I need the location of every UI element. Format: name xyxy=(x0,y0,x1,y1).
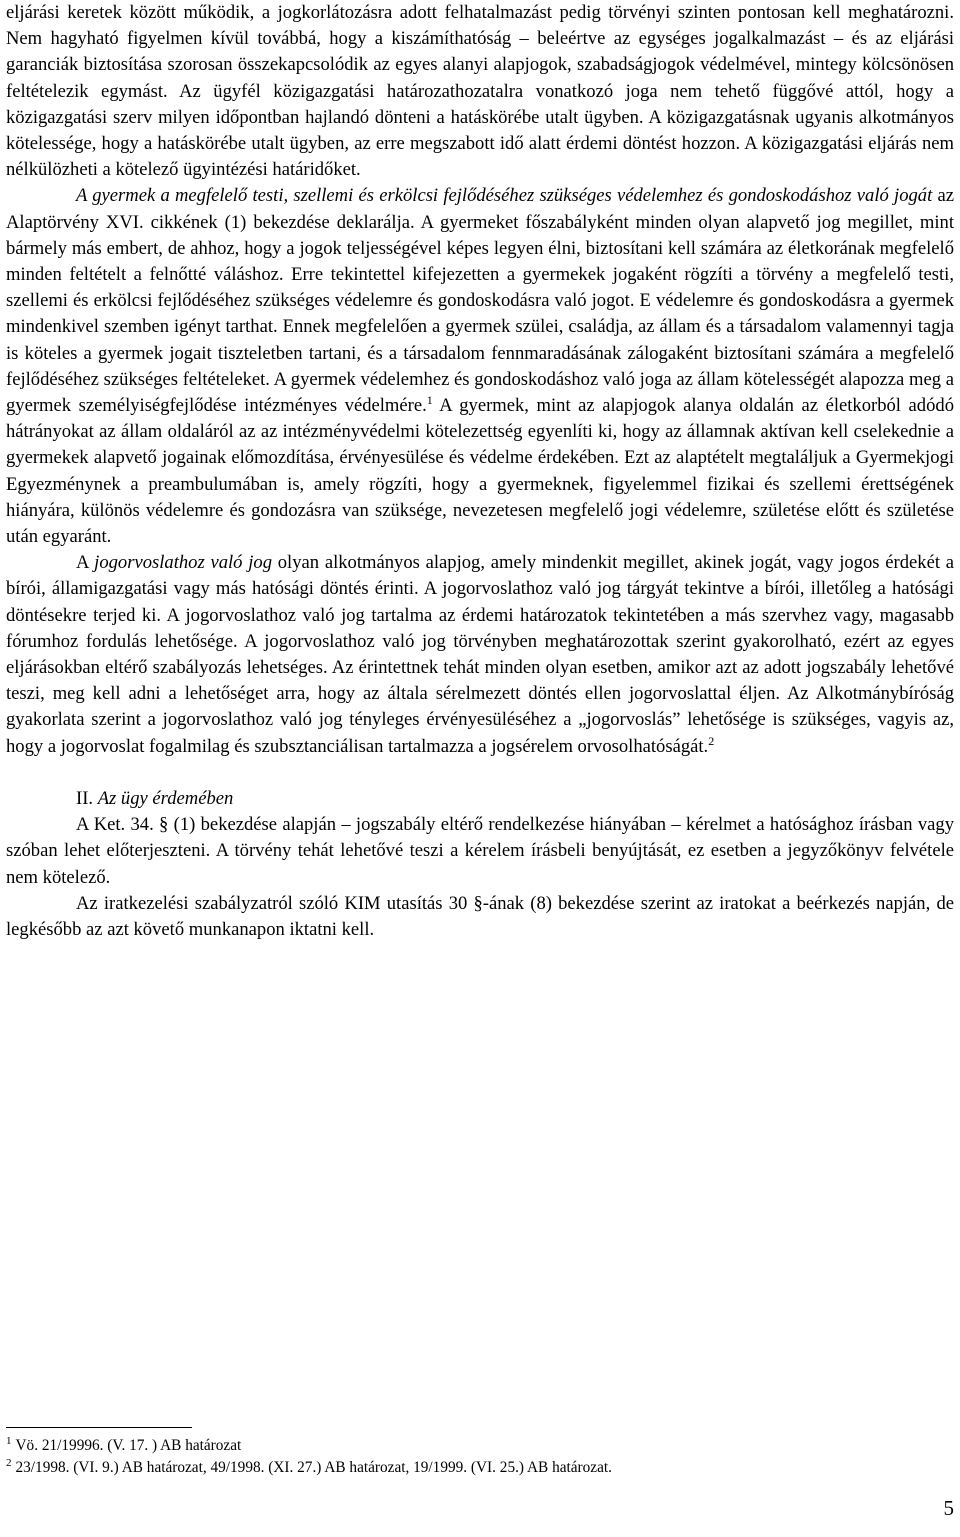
section-heading xyxy=(6,786,954,812)
paragraph-kim xyxy=(6,891,954,943)
section-title: Az ügy érdemében xyxy=(97,787,234,809)
footnote-reference: 2 xyxy=(708,733,715,748)
paragraph-text: olyan alkotmányos alapjog, amely mindenkit megillet, akinek jogát, vagy jogos érdekét a bírói, államigazgatási vagy más hatósági döntés érinti. A jogorvoslathoz való jog tárgyát tekintve a bírói, illetőleg a hatósági döntésekre terjed ki. A jogorvoslathoz való jog tartalma az érdemi határozatok tekintetében a más szervhez vagy, magasabb fórumhoz fordulás lehetősége. A jogorvoslathoz való jog törvényben meghatározottak szerint gyakorolható, ezért az egyes eljárásokban eltérő szabályozás lehetséges. Az érintettnek tehát minden olyan esetben, amikor azt az adott jogszabály lehetővé teszi, meg kell adni a lehetőséget arra, hogy az általa sérelmezett döntés ellen jogorvoslattal éljen. Az Alkotmánybíróság gyakorlata szerint a jogorvoslathoz való jog tényleges érvényesüléséhez a „jogorvoslás” lehetősége is szükséges, vagyis az, hogy a jogorvoslat fogalmilag és szubsztanciálisan tartalmazza a jogsérelem orvosolhatóságát. xyxy=(6,552,954,757)
page-number: 5 xyxy=(943,1496,954,1520)
footnote-number: 1 xyxy=(6,1434,12,1447)
document-body xyxy=(6,0,954,943)
paragraph-text: eljárási keretek között működik, a jogkorlátozásra adott felhatalmazást pedig törvényi szinten pontosan kell meghatározni. Nem hagyható figyelmen kívül továbbá, hogy a kiszámíthatóság – beleértve az egységes jogalkalmazást – és az eljárási garanciák biztosítása szorosan összekapcsolódik az egyes alanyi alapjogok, szabadságjogok védelmével, mintegy kölcsönösen feltételezik egymást. Az ügyfél közigazgatási határozathozatalra vonatkozó joga nem tehető függővé attól, hogy a közigazgatási szerv milyen időpontban hajlandó dönteni a hatáskörébe utalt ügyben. A közigazgatásnak ugyanis alkotmányos kötelessége, hogy a hatáskörébe utalt ügyben, az erre megszabott idő alatt érdemi döntést hozzon. A közigazgatási eljárás nem nélkülözheti a kötelező ügyintézési határidőket. xyxy=(6,2,954,181)
paragraph-child-rights xyxy=(6,183,954,550)
emphasis-text: A gyermek a megfelelő testi, szellemi és erkölcsi fejlődéséhez szükséges védelemhez és gondoskodáshoz való jogát xyxy=(76,185,933,207)
paragraph-text: az Alaptörvény XVI. cikkének (1) bekezdése deklarálja. A gyermeket főszabályként minden olyan alapvető jog megillet, mint bármely más embert, de ahhoz, hogy a jogok teljességével képes legyen élni, biztosítani kell számára az életkorának megfelelő minden feltételt a felnőtté váláshoz. Erre tekintettel kifejezetten a gyermekek jogaként rögzíti a törvény a megfelelő testi, szellemi és erkölcsi fejlődéséhez szükséges védelemre és gondoskodásra való jogot. E védelemre és gondoskodásra a gyermek mindenkivel szemben igényt tarthat. Ennek megfelelően a gyermek szülei, családja, az állam és a társadalom valamennyi tagja is köteles a gyermek jogait tiszteletben tartani, és a társadalom fennmaradásának zálogaként biztosítani számára a megfelelő fejlődéséhez szükséges feltételeket. A gyermek védelemhez és gondoskodáshoz való joga az állam kötelességét alapozza meg a gyermek személyiségfejlődése intézményes védelmére. xyxy=(6,185,955,417)
footnote-item xyxy=(6,1457,946,1479)
paragraph-text: A gyermek, mint az alapjogok alanya oldalán az életkorból adódó hátrányokat az állam oldaláról az az intézményvédelmi kötelezettség egyenlíti ki, hogy az államnak aktívan kell cselekednie a gyermekek alapvető jogainak előmozdítása, érvényesülése és védelme érdekében. Ezt az alaptételt megtaláljuk a Gyermekjogi Egyezménynek a preambulumában is, amely rögzíti, hogy a gyermeknek, figyelemmel fizikai és szellemi érettségének hiányára, különös védelemre és gondozásra van szüksége, nevezetesen megfelelő jogi védelemre, születése előtt és születése után egyaránt. xyxy=(6,395,954,548)
footnote-number: 2 xyxy=(6,1456,12,1469)
paragraph-remedy xyxy=(6,550,954,760)
spacer xyxy=(6,760,954,786)
footnote-separator xyxy=(6,1427,192,1428)
emphasis-text: jogorvoslathoz való jog xyxy=(94,552,272,574)
footnote-reference: 1 xyxy=(426,392,433,407)
footnote-item xyxy=(6,1435,946,1457)
paragraph-text: Az iratkezelési szabályzatról szóló KIM utasítás 30 §-ának (8) bekezdése szerint az iratokat a beérkezés napján, de legkésőbb az azt követő munkanapon iktatni kell. xyxy=(6,892,954,940)
paragraph-procedural xyxy=(6,0,954,183)
section-number: II. xyxy=(76,787,98,809)
paragraph-text: A Ket. 34. § (1) bekezdése alapján – jogszabály eltérő rendelkezése hiányában – kérelmet a hatósághoz írásban vagy szóban lehet előterjeszteni. A törvény tehát lehetővé teszi a kérelem írásbeli benyújtását, ez esetben a jegyzőkönyv felvétele nem kötelező. xyxy=(6,814,954,888)
footnote-text: 23/1998. (VI. 9.) AB határozat, 49/1998. (XI. 27.) AB határozat, 19/1999. (VI. 25.) AB határozat. xyxy=(15,1459,612,1476)
footnotes xyxy=(6,1435,946,1479)
paragraph-lead: A xyxy=(76,552,95,574)
footnote-text: Vö. 21/19996. (V. 17. ) AB határozat xyxy=(15,1437,242,1454)
paragraph-ket xyxy=(6,812,954,891)
